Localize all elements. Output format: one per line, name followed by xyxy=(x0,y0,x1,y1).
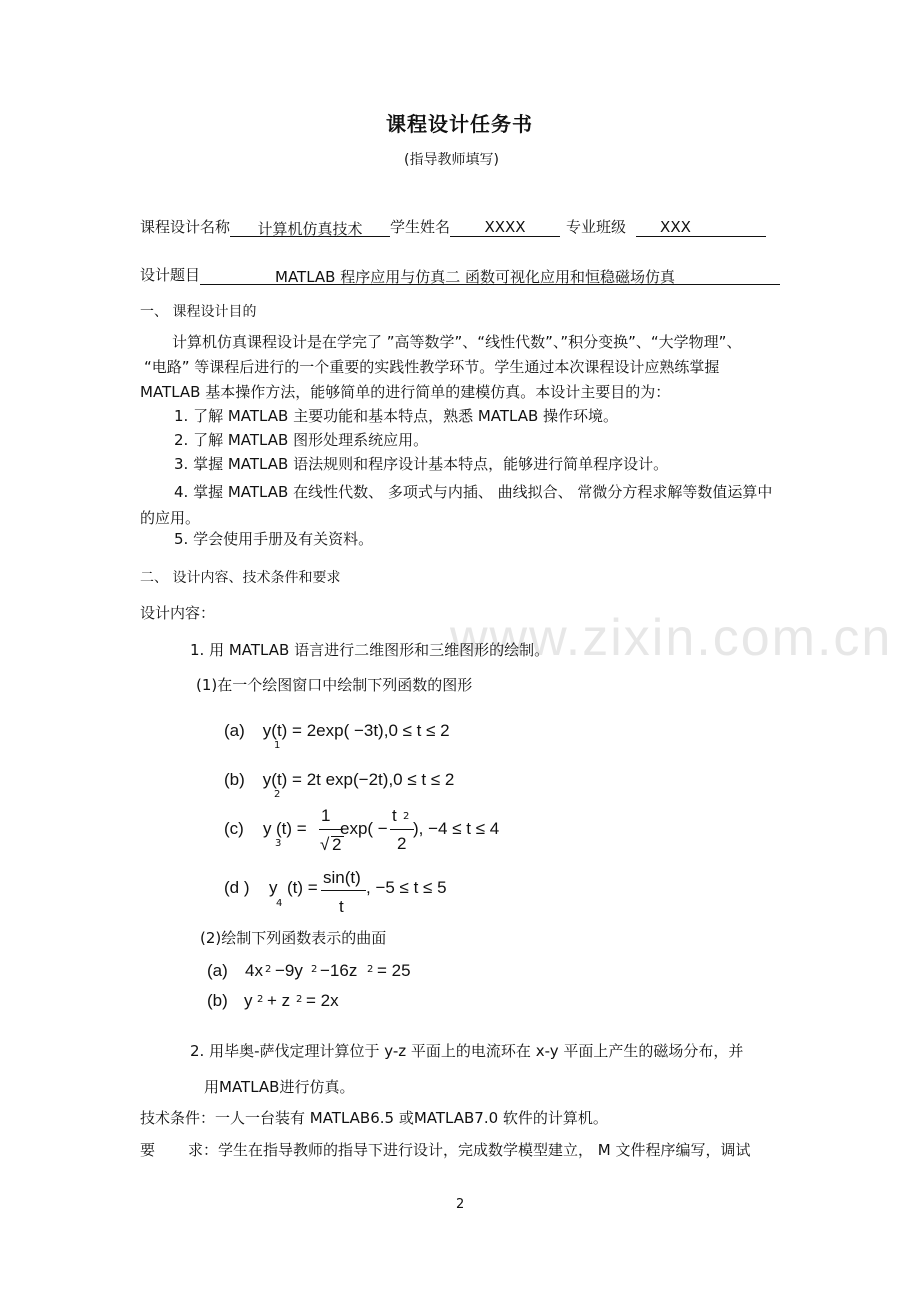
equation-c-numerator: 1 xyxy=(321,806,331,825)
surface-b-exp2: 2 xyxy=(296,994,303,1005)
equation-d-range: , −5 ≤ t ≤ 5 xyxy=(366,878,447,897)
equation-c-range: ), −4 ≤ t ≤ 4 xyxy=(413,819,500,838)
surface-a-term3: −16z xyxy=(320,961,358,980)
student-label: 学生姓名 xyxy=(390,218,451,236)
equation-c-inner-numerator: t xyxy=(392,806,397,825)
purpose-item-4-line1: 4. 掌握 MATLAB 在线性代数、 多项式与内插、 曲线拟合、 常微分方程求解等数值运算中 xyxy=(174,483,773,501)
equation-b-subscript: 2 xyxy=(274,789,281,800)
page-number: 2 xyxy=(456,1197,465,1212)
surface-b-exp1: 2 xyxy=(257,994,264,1005)
subtask-1: (1)在一个绘图窗口中绘制下列函数的图形 xyxy=(196,676,473,694)
surface-b-label: (b) xyxy=(207,991,228,1010)
equation-c-lhs: (t) = xyxy=(276,819,307,838)
equation-d-lhs: (t) = xyxy=(287,878,318,897)
sqrt-icon: √ xyxy=(320,835,330,854)
technical-conditions: 技术条件：一人一台装有 MATLAB6.5 或MATLAB7.0 软件的计算机。 xyxy=(140,1109,608,1127)
purpose-item-4-line2: 的应用。 xyxy=(140,509,201,527)
equation-c-exp: exp( − xyxy=(340,819,388,838)
surface-a-term2: −9y xyxy=(275,961,303,980)
requirements-text: 求：学生在指导教师的指导下进行设计，完成数学模型建立， M 文件程序编写，调试 xyxy=(188,1141,751,1159)
requirements-label: 要 xyxy=(140,1141,156,1159)
watermark: www.zixin.com.cn xyxy=(450,609,893,667)
task-2-line1: 2. 用毕奥-萨伐定理计算位于 y-z 平面上的电流环在 x-y 平面上产生的磁场分布，并 xyxy=(190,1042,744,1060)
purpose-item-3: 3. 掌握 MATLAB 语法规则和程序设计基本特点，能够进行简单程序设计。 xyxy=(174,455,669,473)
equation-c-denominator: 2 xyxy=(332,835,342,854)
surface-a-exp3: 2 xyxy=(367,964,374,975)
surface-a-rhs: = 25 xyxy=(377,961,411,980)
topic-label: 设计题目 xyxy=(140,266,201,284)
document-subtitle: (指导教师填写) xyxy=(404,152,499,168)
section1-heading: 一、 课程设计目的 xyxy=(140,304,257,320)
task-2-line2: 用MATLAB进行仿真。 xyxy=(204,1078,355,1096)
equation-d-numerator: sin(t) xyxy=(323,868,361,887)
course-info-row xyxy=(140,216,766,237)
surface-a-exp2: 2 xyxy=(311,964,318,975)
equation-b: (b) y(t) = 2t exp(−2t),0 ≤ t ≤ 2 xyxy=(224,770,455,789)
class-label: 专业班级 xyxy=(566,218,627,236)
section1-paragraph-line1: 计算机仿真课程设计是在学完了 ”高等数学”、“线性代数”、”积分变换”、“大学物理”、 xyxy=(172,333,742,351)
surface-a-exp1: 2 xyxy=(265,964,272,975)
section1-paragraph-line3: MATLAB 基本操作方法，能够简单的进行简单的建模仿真。本设计主要目的为： xyxy=(140,383,671,401)
task-1: 1. 用 MATLAB 语言进行二维图形和三维图形的绘制。 xyxy=(190,641,550,659)
document-title: 课程设计任务书 xyxy=(386,112,533,136)
surface-b-term2: + z xyxy=(267,991,291,1010)
equation-d-subscript: 4 xyxy=(276,898,283,909)
equation-c-inner-fraction-bar xyxy=(390,829,414,830)
equation-c-inner-denominator: 2 xyxy=(397,834,407,853)
equation-c-y: y xyxy=(263,819,272,838)
equation-c-superscript: 2 xyxy=(403,811,410,822)
topic-value: MATLAB 程序应用与仿真二 函数可视化应用和恒稳磁场仿真 xyxy=(200,266,780,285)
surface-b-term1: y xyxy=(244,991,253,1010)
surface-a-label: (a) xyxy=(207,961,228,980)
student-value: XXXX xyxy=(450,218,560,237)
equation-a-subscript: 1 xyxy=(274,740,281,751)
equation-d-denominator: t xyxy=(339,897,344,916)
purpose-item-2: 2. 了解 MATLAB 图形处理系统应用。 xyxy=(174,431,429,449)
surface-a-term1: 4x xyxy=(245,961,263,980)
class-value: XXX xyxy=(636,218,766,237)
course-value: 计算机仿真技术 xyxy=(230,218,390,237)
equation-d-label: (d ) xyxy=(224,878,250,897)
surface-b-rhs: = 2x xyxy=(306,991,339,1010)
course-label: 课程设计名称 xyxy=(140,218,231,236)
equation-d-fraction-bar xyxy=(321,890,366,891)
section1-paragraph-line2: “电路” 等课程后进行的一个重要的实践性教学环节。学生通过本次课程设计应熟练掌握 xyxy=(144,358,720,376)
equation-d-y: y xyxy=(269,878,278,897)
topic-row xyxy=(140,264,780,285)
subtask-2: (2)绘制下列函数表示的曲面 xyxy=(200,929,387,947)
design-content-label: 设计内容： xyxy=(140,604,216,622)
equation-c-subscript: 3 xyxy=(275,838,282,849)
equation-c-label: (c) xyxy=(224,819,244,838)
purpose-item-5: 5. 学会使用手册及有关资料。 xyxy=(174,530,374,548)
purpose-item-1: 1. 了解 MATLAB 主要功能和基本特点，熟悉 MATLAB 操作环境。 xyxy=(174,407,619,425)
equation-a: (a) y(t) = 2exp( −3t),0 ≤ t ≤ 2 xyxy=(224,721,450,740)
section2-heading: 二、 设计内容、技术条件和要求 xyxy=(140,570,341,586)
